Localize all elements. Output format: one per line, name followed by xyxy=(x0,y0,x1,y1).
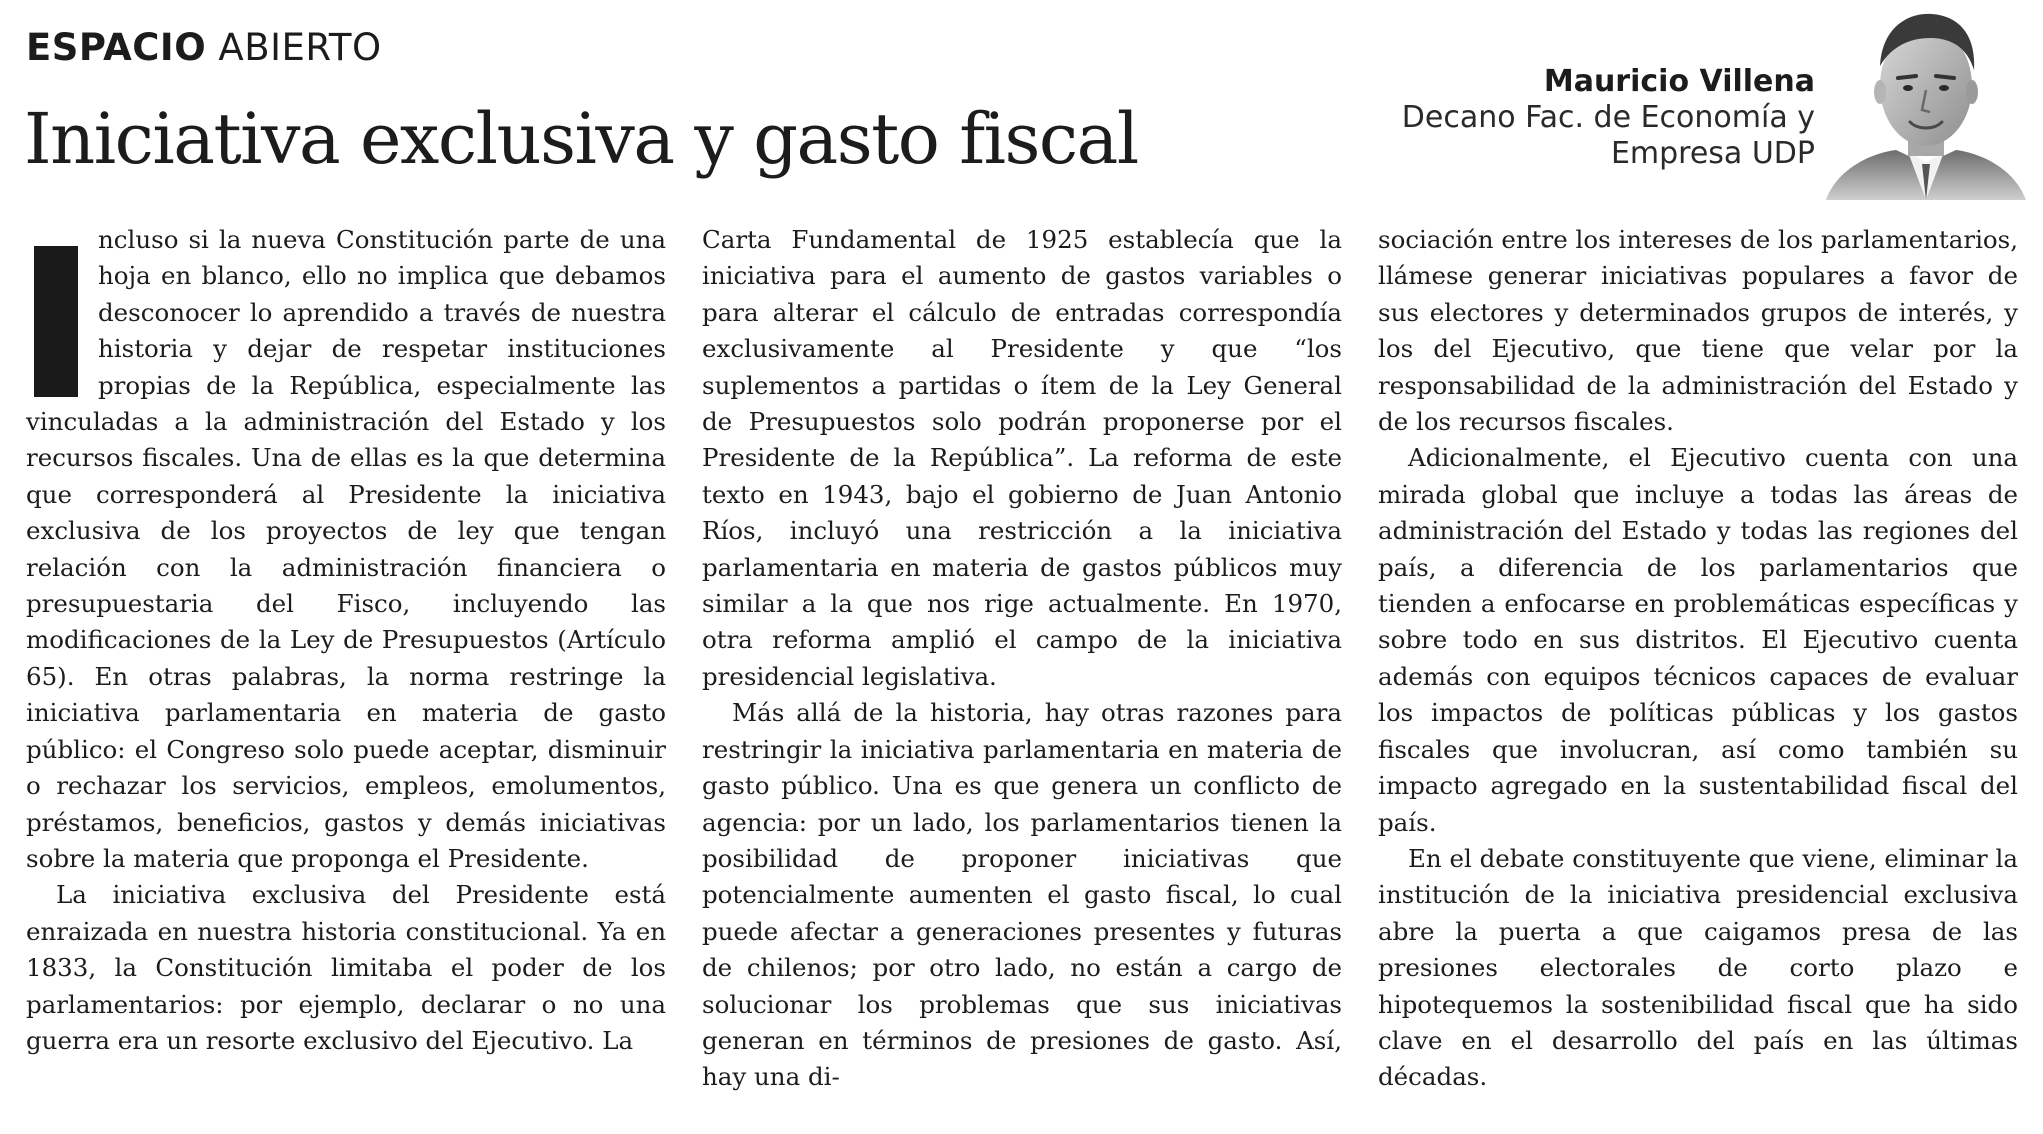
author-role-line-2: Empresa UDP xyxy=(1610,136,1815,171)
article-paragraph-2: La iniciativa exclusiva del Presidente está enraizada en nuestra historia constitucional. Ya en 1833, la Constitución limitaba el poder de los parlamentarios: por ejemplo, declarar o no una guerra era un resorte exclusivo del Ejecutivo. La xyxy=(26,880,666,1055)
article-paragraph-2-continued: Carta Fundamental de 1925 establecía que la iniciativa para el aumento de gastos variables o para alterar el cálculo de entradas correspondía exclusivamente al Presidente y que “los suplementos a partidas o ítem de la Ley General de Presupuestos solo podrán proponerse por el Presidente de la República”. La reforma de este texto en 1943, bajo el gobierno de Juan Antonio Ríos, incluyó una restricción a la iniciativa parlamentaria en materia de gastos públicos muy similar a la que nos rige actualmente. En 1970, otra reforma amplió el campo de la iniciativa presidencial legislativa. xyxy=(702,225,1342,691)
section-label-light: ABIERTO xyxy=(218,26,382,69)
section-label xyxy=(26,26,382,69)
article-paragraph-4: Adicionalmente, el Ejecutivo cuenta con una mirada global que incluye a todas las áreas de administración del Estado y todas las regiones del país, a diferencia de los parlamentarios que tienden a enfocarse en problemáticas específicas y sobre todo en sus distritos. El Ejecutivo cuenta además con equipos técnicos capaces de evaluar los impactos de políticas públicas y los gastos fiscales que involucran, así como también su impacto agregado en la sustentabilidad fiscal del país. xyxy=(1378,443,2018,837)
drop-cap-letter-i xyxy=(34,246,78,397)
article-paragraph-3-continued: sociación entre los intereses de los parlamentarios, llámese generar iniciativas populares a favor de sus electores y determinados grupos de interés, y los del Ejecutivo, que tiene que velar por la responsabilidad de la administración del Estado y de los recursos fiscales. xyxy=(1378,225,2019,437)
author-byline xyxy=(1402,64,1815,172)
article-paragraph-5: En el debate constituyente que viene, eliminar la institución de la iniciativa presidencial exclusiva abre la puerta a que caigamos presa de las presiones electorales de corto plazo e hipotequemos la sostenibilidad fiscal que ha sido clave en el desarrollo del país en las últimas décadas. xyxy=(1378,843,2018,1092)
article-column-3 xyxy=(1378,222,2018,1096)
article-headline: Iniciativa exclusiva y gasto fiscal xyxy=(24,98,1138,180)
article-column-2 xyxy=(702,222,1342,1096)
author-portrait xyxy=(1826,4,2026,200)
author-name: Mauricio Villena xyxy=(1543,64,1815,99)
article-column-1 xyxy=(26,222,666,1059)
author-role-line-1: Decano Fac. de Economía y xyxy=(1401,100,1815,135)
article-paragraph-3: Más allá de la historia, hay otras razones para restringir la iniciativa parlamentaria en materia de gasto público. Una es que genera un conflicto de agencia: por un lado, los parlamentarios tienen la posibilidad de proponer iniciativas que potencialmente aumenten el gasto fiscal, lo cual puede afectar a generaciones presentes y futuras de chilenos; por otro lado, no están a cargo de solucionar los problemas que sus iniciativas generan en términos de presiones de gasto. Así, hay una di- xyxy=(702,698,1342,1092)
article-paragraph-1: ncluso si la nueva Constitución parte de una hoja en blanco, ello no implica que debamos desconocer lo aprendido a través de nuestra historia y dejar de respetar instituciones propias de la República, especialmente las vinculadas a la administración del Estado y los recursos fiscales. Una de ellas es la que determina que corresponderá al Presidente la iniciativa exclusiva de los proyectos de ley que tengan relación con la administración financiera o presupuestaria del Fisco, incluyendo las modificaciones de la Ley de Presupuestos (Artículo 65). En otras palabras, la norma restringe la iniciativa parlamentaria en materia de gasto público: el Congreso solo puede aceptar, disminuir o rechazar los servicios, empleos, emolumentos, préstamos, beneficios, gastos y demás iniciativas sobre la materia que proponga el Presidente. xyxy=(26,225,666,873)
section-label-bold: ESPACIO xyxy=(26,26,207,69)
